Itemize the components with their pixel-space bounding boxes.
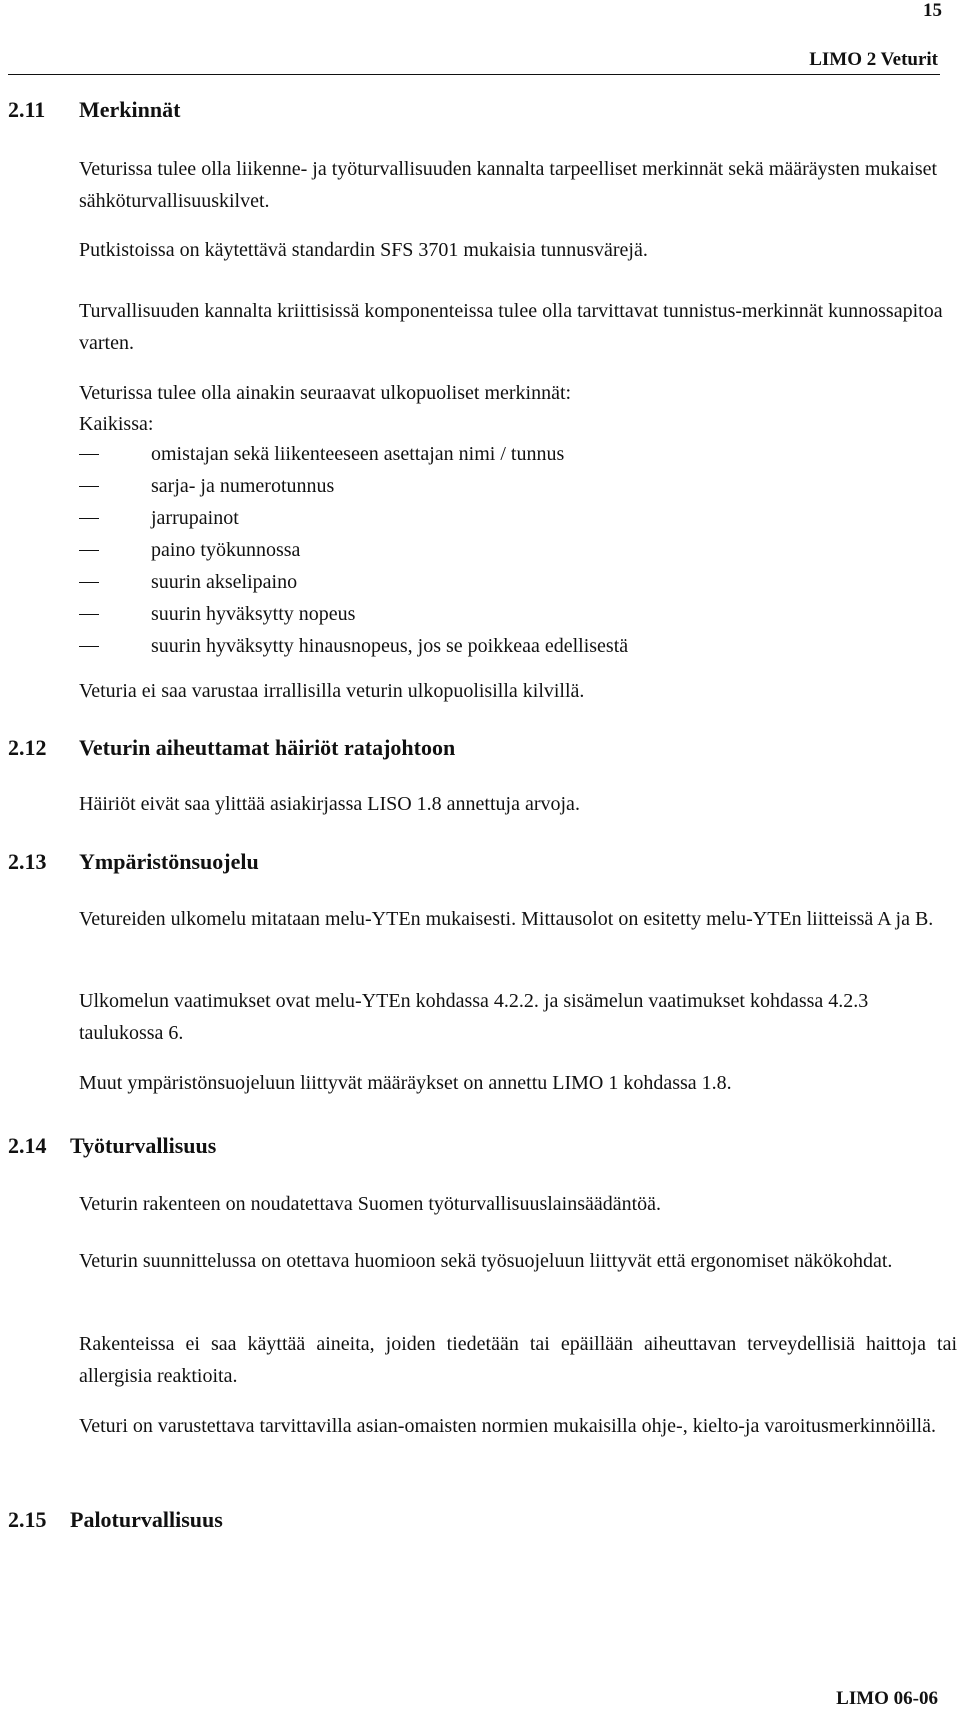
dash-bullet	[79, 486, 99, 487]
paragraph-noise-measurement: Vetureiden ulkomelu mitataan melu-YTEn mukaisesti. Mittausolot on esitetty melu-YTEn liitteissä A ja B.	[79, 908, 934, 930]
section-number: 2.14	[8, 1133, 47, 1158]
page-number: 15	[923, 0, 942, 21]
external-markings-list	[79, 438, 628, 662]
section-number: 2.15	[8, 1507, 47, 1532]
list-item: sarja- ja numerotunnus	[79, 470, 628, 502]
dash-bullet	[79, 646, 99, 647]
section-heading-2-13	[8, 848, 259, 876]
paragraph-safety-legislation: Veturin rakenteen on noudatettava Suomen työturvallisuuslainsäädäntöä.	[79, 1193, 662, 1215]
paragraph-markings-intro: Veturissa tulee olla liikenne- ja työturvallisuuden kannalta tarpeelliset merkinnät sekä määräysten mukaiset sähköturvallisuuskilvet.	[79, 158, 938, 212]
list-item: suurin hyväksytty nopeus	[79, 598, 628, 630]
dash-bullet	[79, 518, 99, 519]
dash-bullet	[79, 454, 99, 455]
list-item: suurin akselipaino	[79, 566, 628, 598]
paragraph-external-markings-lead: Veturissa tulee olla ainakin seuraavat ulkopuoliset merkinnät:	[79, 382, 572, 404]
dash-bullet	[79, 614, 99, 615]
header-divider	[8, 74, 940, 75]
section-title: Paloturvallisuus	[70, 1507, 223, 1532]
section-title: Työturvallisuus	[70, 1133, 217, 1158]
footer-document-code: LIMO 06-06	[836, 1688, 938, 1709]
paragraph-interference-limits: Häiriöt eivät saa ylittää asiakirjassa LISO 1.8 annettuja arvoja.	[79, 793, 580, 815]
paragraph-ergonomics: Veturin suunnittelussa on otettava huomioon sekä työsuojeluun liittyvät että ergonomiset näkökohdat.	[79, 1250, 893, 1272]
paragraph-all-label: Kaikissa:	[79, 413, 154, 435]
list-item: omistajan sekä liikenteeseen asettajan nimi / tunnus	[79, 438, 628, 470]
paragraph-noise-requirements: Ulkomelun vaatimukset ovat melu-YTEn kohdassa 4.2.2. ja sisämelun vaatimukset kohdassa 4.2.3 taulukossa 6.	[79, 990, 869, 1044]
section-number: 2.11	[8, 97, 46, 122]
document-title: LIMO 2 Veturit	[809, 49, 938, 70]
section-title: Ympäristönsuojelu	[79, 849, 259, 874]
list-item: suurin hyväksytty hinausnopeus, jos se poikkeaa edellisestä	[79, 630, 628, 662]
section-number: 2.13	[8, 849, 47, 874]
section-heading-2-11	[8, 96, 180, 124]
section-heading-2-15	[8, 1506, 223, 1534]
section-title: Merkinnät	[79, 97, 181, 122]
paragraph-component-markings: Turvallisuuden kannalta kriittisissä komponenteissa tulee olla tarvittavat tunnistus-merkinnät kunnossapitoa varten.	[79, 300, 943, 354]
list-item: jarrupainot	[79, 502, 628, 534]
dash-bullet	[79, 550, 99, 551]
section-title: Veturin aiheuttamat häiriöt ratajohtoon	[79, 735, 456, 760]
section-heading-2-12	[8, 734, 455, 762]
paragraph-pipe-colors: Putkistoissa on käytettävä standardin SFS 3701 mukaisia tunnusvärejä.	[79, 239, 648, 261]
dash-bullet	[79, 582, 99, 583]
section-heading-2-14	[8, 1132, 216, 1160]
paragraph-no-loose-plates: Veturia ei saa varustaa irrallisilla veturin ulkopuolisilla kilvillä.	[79, 680, 585, 702]
paragraph-hazardous-materials: Rakenteissa ei saa käyttää aineita, joiden tiedetään tai epäillään aiheuttavan terveydellisiä haittoja tai allergisia reaktioita.	[79, 1333, 957, 1387]
paragraph-other-environment-rules: Muut ympäristönsuojeluun liittyvät määräykset on annettu LIMO 1 kohdassa 1.8.	[79, 1072, 732, 1094]
list-item: paino työkunnossa	[79, 534, 628, 566]
section-number: 2.12	[8, 735, 47, 760]
paragraph-warning-signs: Veturi on varustettava tarvittavilla asian-omaisten normien mukaisilla ohje-, kielto-ja varoitusmerkinnöillä.	[79, 1415, 936, 1437]
